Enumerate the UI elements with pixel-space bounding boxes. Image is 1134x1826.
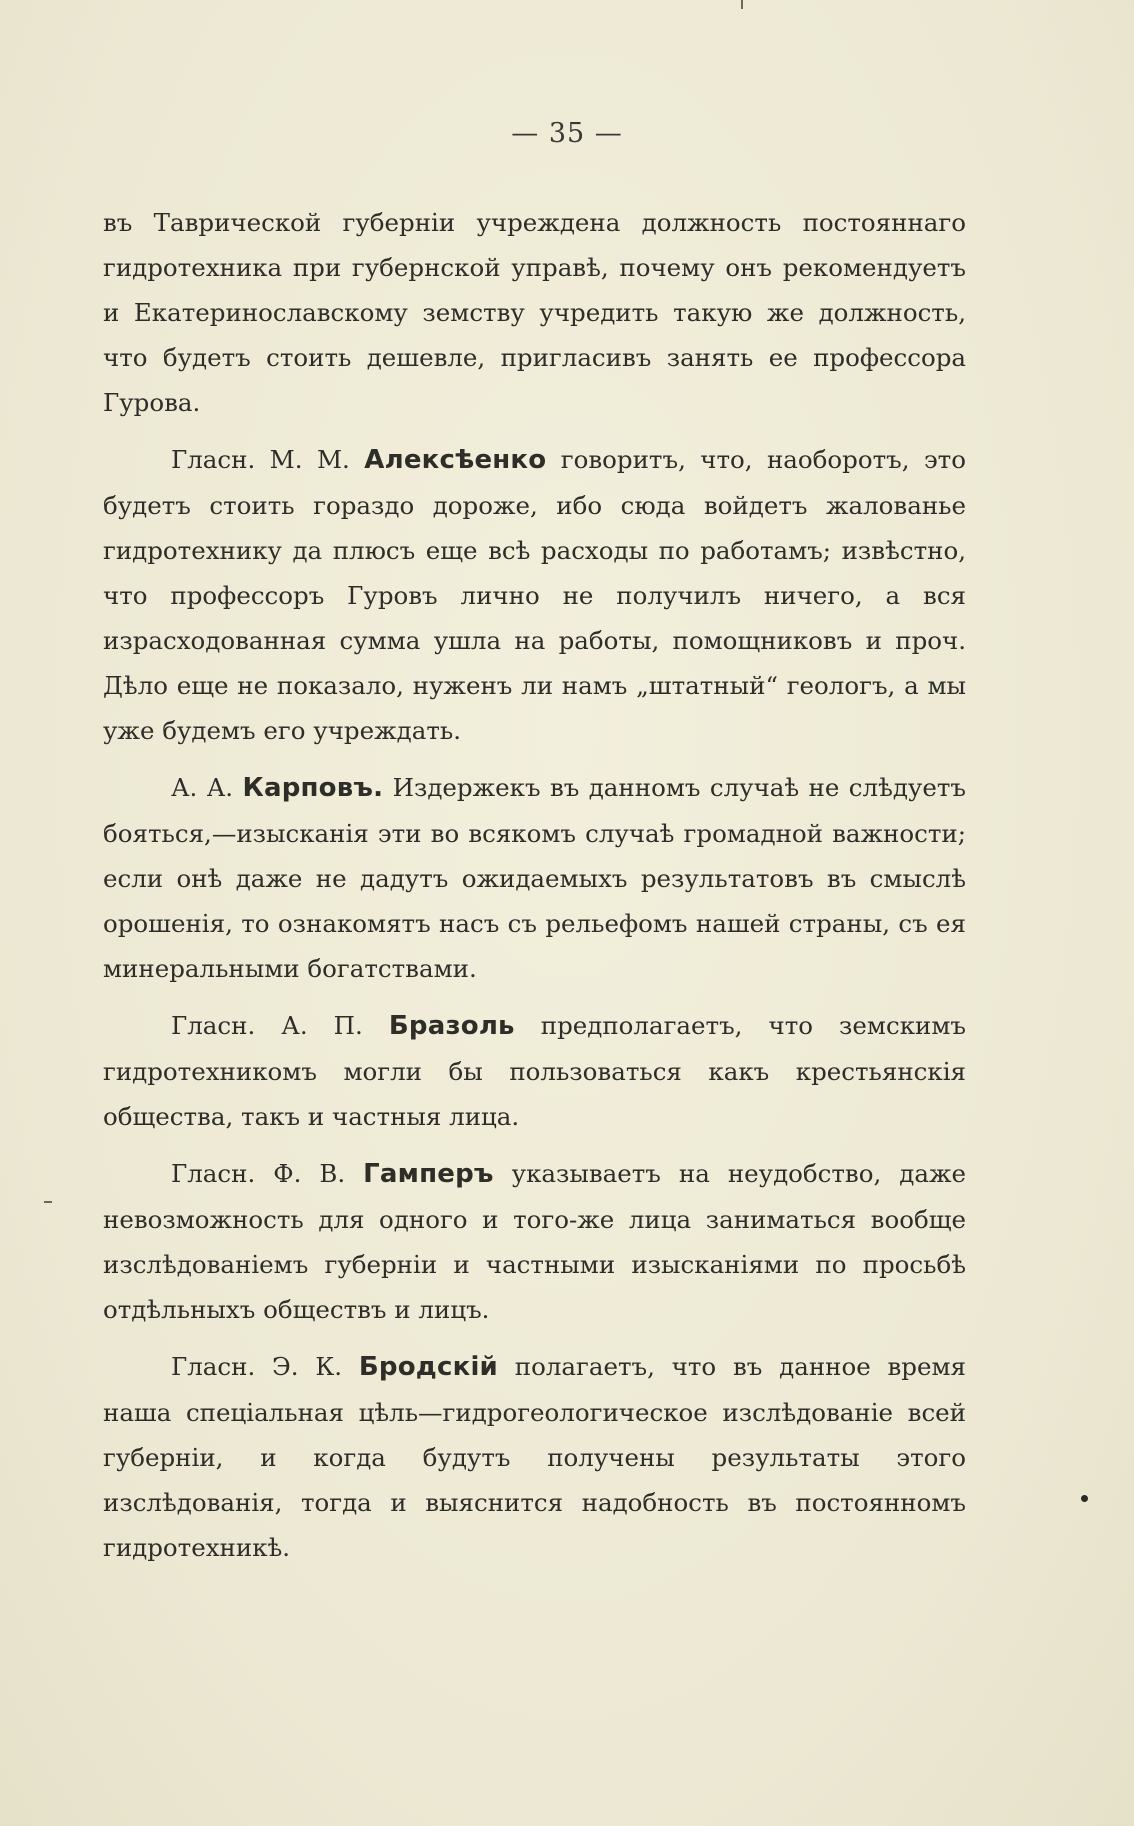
speaker-name: Бродскій bbox=[358, 1352, 498, 1382]
text-body bbox=[103, 200, 966, 1582]
ink-spot bbox=[1081, 1495, 1088, 1502]
speaker-title: Гласн. М. М. bbox=[171, 445, 350, 474]
paragraph-body: указываетъ на неудобство, даже невозможность для одного и того-же лица заниматься вообще изслѣдованіемъ губерніи и частными изысканіями по просьбѣ отдѣльныхъ обществъ и лицъ. bbox=[103, 1159, 966, 1324]
margin-mark-left bbox=[44, 1201, 52, 1203]
paragraph-karpov bbox=[103, 765, 966, 991]
paragraph-brodsky bbox=[103, 1344, 966, 1570]
paragraph-body: Издержекъ въ данномъ случаѣ не слѣдуетъ бояться,—изысканія эти во всякомъ случаѣ громадной важности; если онѣ даже не дадутъ ожидаемыхъ результатовъ въ смыслѣ орошенія, то ознакомятъ насъ съ рельефомъ нашей страны, съ ея минеральными богатствами. bbox=[103, 773, 966, 983]
paragraph-body: говоритъ, что, наоборотъ, это будетъ стоить гораздо дороже, ибо сюда войдетъ жалованье гидротехнику да плюсъ еще всѣ расходы по работамъ; извѣстно, что профессоръ Гуровъ лично не получилъ ничего, а вся израсходованная сумма ушла на работы, помощниковъ и проч. Дѣло еще не показало, нуженъ ли намъ „штатный“ геологъ, а мы уже будемъ его учреждать. bbox=[103, 445, 966, 745]
speaker-name: Бразоль bbox=[388, 1011, 515, 1041]
paragraph-brazol bbox=[103, 1003, 966, 1139]
speaker-name: Алексѣенко bbox=[364, 445, 547, 475]
page-number: — 35 — bbox=[511, 118, 623, 149]
paragraph-body: полагаетъ, что въ данное время наша спеціальная цѣль—гидрогеологическое изслѣдованіе всей губерніи, и когда будутъ получены результаты этого изслѣдованія, тогда и выяснится надобность въ постоянномъ гидротехникѣ. bbox=[103, 1352, 967, 1562]
paragraph-body: въ Таврической губерніи учреждена должность постояннаго гидротехника при губернской управѣ, почему онъ рекомендуетъ и Екатеринославскому земству учредить такую же должность, что будетъ стоить дешевле, пригласивъ занять ее профессора Гурова. bbox=[103, 208, 966, 417]
speaker-title: Гласн. Э. К. bbox=[171, 1352, 343, 1381]
paragraph-continuation bbox=[103, 200, 966, 425]
speaker-title: Гласн. А. П. bbox=[171, 1011, 363, 1040]
speaker-name: Карповъ. bbox=[242, 773, 384, 803]
paragraph-body: предполагаетъ, что земскимъ гидротехникомъ могли бы пользоваться какъ крестьянскія общества, такъ и частныя лица. bbox=[103, 1011, 966, 1131]
speaker-title: А. А. bbox=[171, 773, 234, 802]
paragraph-alekseenko bbox=[103, 437, 966, 753]
margin-mark-top bbox=[741, 0, 743, 9]
paragraph-gamper bbox=[103, 1151, 966, 1332]
speaker-title: Гласн. Ф. В. bbox=[171, 1159, 346, 1188]
speaker-name: Гамперъ bbox=[363, 1159, 494, 1189]
